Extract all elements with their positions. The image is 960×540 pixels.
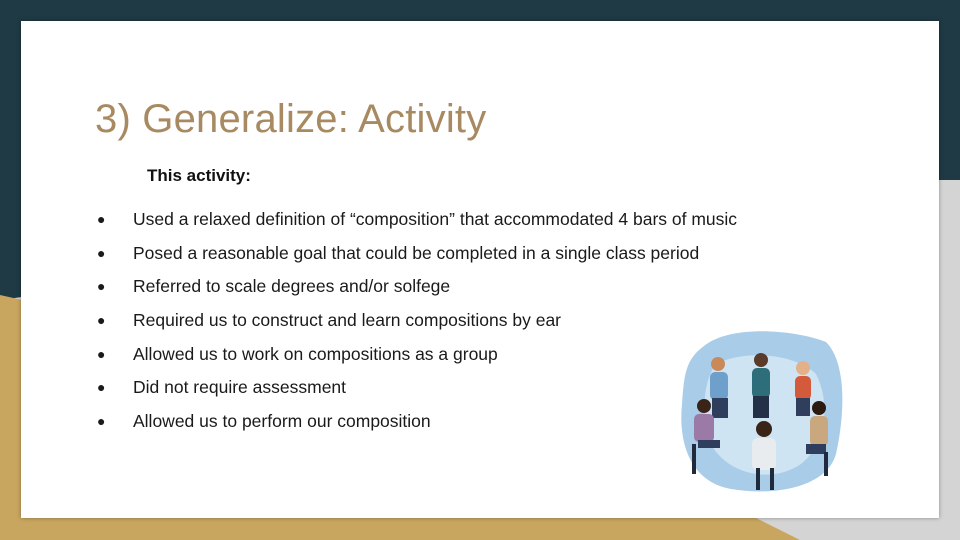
bullet-icon: ● xyxy=(97,312,106,329)
bullet-text: Required us to construct and learn compositions by ear xyxy=(133,310,562,331)
slide-title: 3) Generalize: Activity xyxy=(95,97,487,141)
bullet-text: Posed a reasonable goal that could be completed in a single class period xyxy=(133,242,700,263)
bullet-text: Referred to scale degrees and/or solfege xyxy=(133,276,451,297)
bullet-text: Did not require assessment xyxy=(133,377,347,398)
bullet-text: Allowed us to work on compositions as a group xyxy=(133,343,498,364)
bullet-text: Used a relaxed definition of “composition” that accommodated 4 bars of music xyxy=(133,209,738,229)
bullet-icon: ● xyxy=(97,278,106,295)
bullet-icon: ● xyxy=(97,211,106,227)
bullet-icon: ● xyxy=(97,345,106,362)
slide-subtitle: This activity: xyxy=(147,166,251,185)
bullet-icon: ● xyxy=(97,244,106,261)
bullet-icon: ● xyxy=(97,413,106,430)
group-circle-illustration xyxy=(676,324,846,494)
bullet-icon: ● xyxy=(97,379,106,396)
slide-card xyxy=(21,21,939,518)
bullet-text: Allowed us to perform our composition xyxy=(133,411,431,432)
